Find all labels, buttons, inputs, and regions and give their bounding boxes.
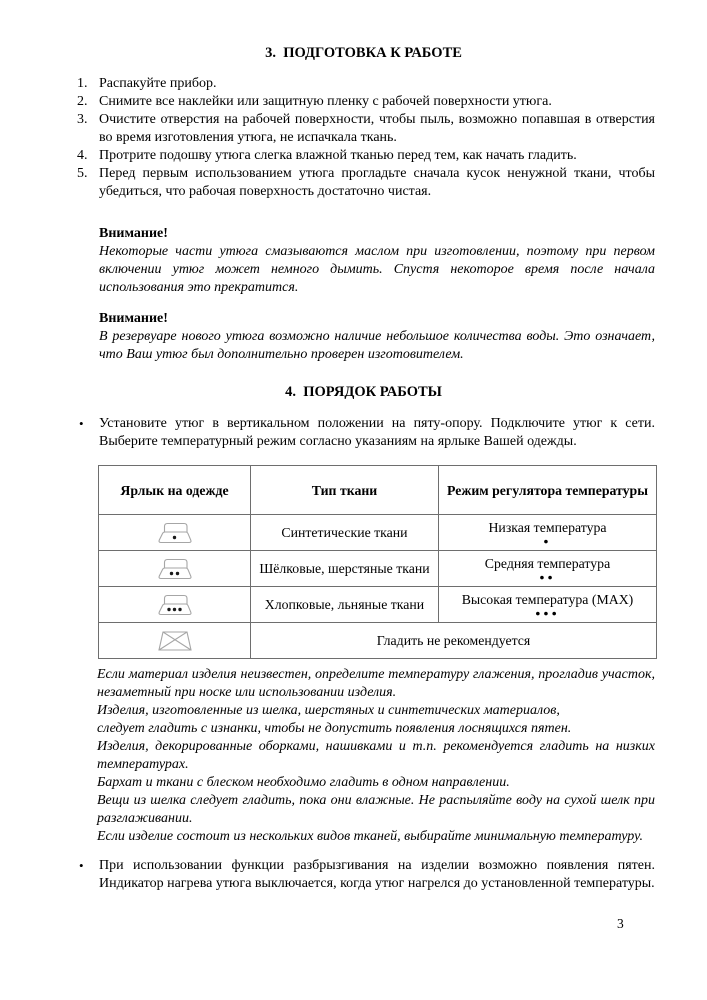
- ironing-notes: [97, 666, 655, 846]
- no-iron-cell: Гладить не рекомендуется: [251, 623, 657, 659]
- preparation-steps-list: [72, 75, 655, 201]
- note-paragraph: Изделия, декорированные оборками, нашивками и т.п. рекомендуется гладить на низких температурах.: [97, 739, 655, 772]
- table-row: [99, 587, 657, 623]
- warning-text: Некоторые части утюга смазываются маслом при изготовлении, поэтому при первом включении утюг может немного дымить. Спустя некоторое время после начала использования это прекратится.: [99, 244, 655, 295]
- list-item: [72, 165, 655, 201]
- list-item: [72, 93, 655, 111]
- intro-bullet-paragraph: [72, 415, 655, 451]
- iron-one-dot-icon: [157, 521, 193, 545]
- table-row: [99, 551, 657, 587]
- list-item-text: Снимите все наклейки или защитную пленку с рабочей поверхности утюга.: [99, 94, 552, 109]
- note-paragraph: Изделия, изготовленные из шелка, шерстяных и синтетических материалов,: [97, 703, 560, 718]
- note-paragraph: Вещи из шелка следует гладить, пока они влажные. Не распыляйте воду на сухой шелк при разглаживании.: [97, 793, 655, 826]
- list-item-text: Очистите отверстия на рабочей поверхности, чтобы пыль, возможно попавшая в отверстия во время изготовления утюга, не испачкала ткань.: [99, 112, 655, 145]
- mode-cell: [439, 551, 657, 587]
- bullet-marker: •: [79, 416, 84, 431]
- note-paragraph: Если изделие состоит из нескольких видов тканей, выбирайте минимальную температуру.: [97, 829, 643, 844]
- intro-bullet-text: Установите утюг в вертикальном положении на пяту-опору. Подключите утюг к сети. Выберите температурный режим согласно указаниям на ярлыке Вашей одежды.: [99, 416, 655, 449]
- care-symbol-cell: [99, 587, 251, 623]
- mode-dots: ●: [543, 535, 552, 546]
- warning-label: Внимание!: [99, 311, 168, 326]
- warning-text: В резервуаре нового утюга возможно наличие небольшое количества воды. Это означает, что Ваш утюг был дополнительно проверен изготовителем.: [99, 329, 655, 362]
- mode-text: Низкая температура: [488, 519, 607, 535]
- spray-bullet-paragraph: [72, 857, 655, 893]
- list-item-number: 5.: [77, 166, 88, 181]
- fabric-cell: Синтетические ткани: [251, 515, 439, 551]
- column-header-label: Ярлык на одежде: [99, 466, 251, 515]
- list-item-number: 2.: [77, 94, 88, 109]
- list-item: [72, 111, 655, 147]
- list-item: [72, 75, 655, 93]
- iron-three-dots-icon: [157, 593, 193, 617]
- warning-block: [99, 225, 655, 297]
- care-symbol-cell: [99, 623, 251, 659]
- page-number: 3: [617, 916, 624, 931]
- care-symbol-cell: [99, 515, 251, 551]
- note-paragraph: Если материал изделия неизвестен, определите температуру глажения, прогладив участок, незаметный при носке или использовании изделия.: [97, 667, 655, 700]
- mode-text: Средняя температура: [484, 555, 611, 571]
- fabric-cell: Хлопковые, льняные ткани: [251, 587, 439, 623]
- warning-block: [99, 310, 655, 364]
- mode-text: Высокая температура (MAX): [461, 591, 634, 607]
- ironing-temperature-table: [98, 465, 657, 659]
- iron-crossed-icon: [157, 629, 193, 653]
- table-row: [99, 515, 657, 551]
- mode-cell: [439, 515, 657, 551]
- mode-dots: ●●: [539, 571, 556, 582]
- section3-title: 3. ПОДГОТОВКА К РАБОТЕ: [265, 45, 462, 61]
- spray-bullet-text: При использовании функции разбрызгивания на изделии возможно появления пятен. Индикатор нагрева утюга выключается, когда утюг нагрелся до установленной температуры.: [99, 858, 655, 891]
- mode-cell: [439, 587, 657, 623]
- list-item-text: Протрите подошву утюга слегка влажной тканью перед тем, как начать гладить.: [99, 148, 577, 163]
- list-item-text: Перед первым использованием утюга прогладьте сначала кусок ненужной ткани, чтобы убедиться, что рабочая поверхность достаточно чистая.: [99, 166, 655, 199]
- list-item-text: Распакуйте прибор.: [99, 76, 217, 91]
- care-symbol-cell: [99, 551, 251, 587]
- table-header-row: [99, 466, 657, 515]
- mode-dots: ●●●: [535, 607, 560, 618]
- list-item-number: 3.: [77, 112, 88, 127]
- fabric-cell: Шёлковые, шерстяные ткани: [251, 551, 439, 587]
- warning-label: Внимание!: [99, 226, 168, 241]
- column-header-mode: Режим регулятора температуры: [439, 466, 657, 515]
- bullet-marker: •: [79, 858, 84, 873]
- list-item-number: 1.: [77, 76, 88, 91]
- column-header-fabric: Тип ткани: [251, 466, 439, 515]
- table-row: [99, 623, 657, 659]
- list-item: [72, 147, 655, 165]
- iron-two-dots-icon: [157, 557, 193, 581]
- note-paragraph: Бархат и ткани с блеском необходимо гладить в одном направлении.: [97, 775, 510, 790]
- note-paragraph: следует гладить с изнанки, чтобы не допустить появления лоснящихся пятен.: [97, 721, 572, 736]
- list-item-number: 4.: [77, 148, 88, 163]
- section4-title: 4. ПОРЯДОК РАБОТЫ: [285, 384, 442, 400]
